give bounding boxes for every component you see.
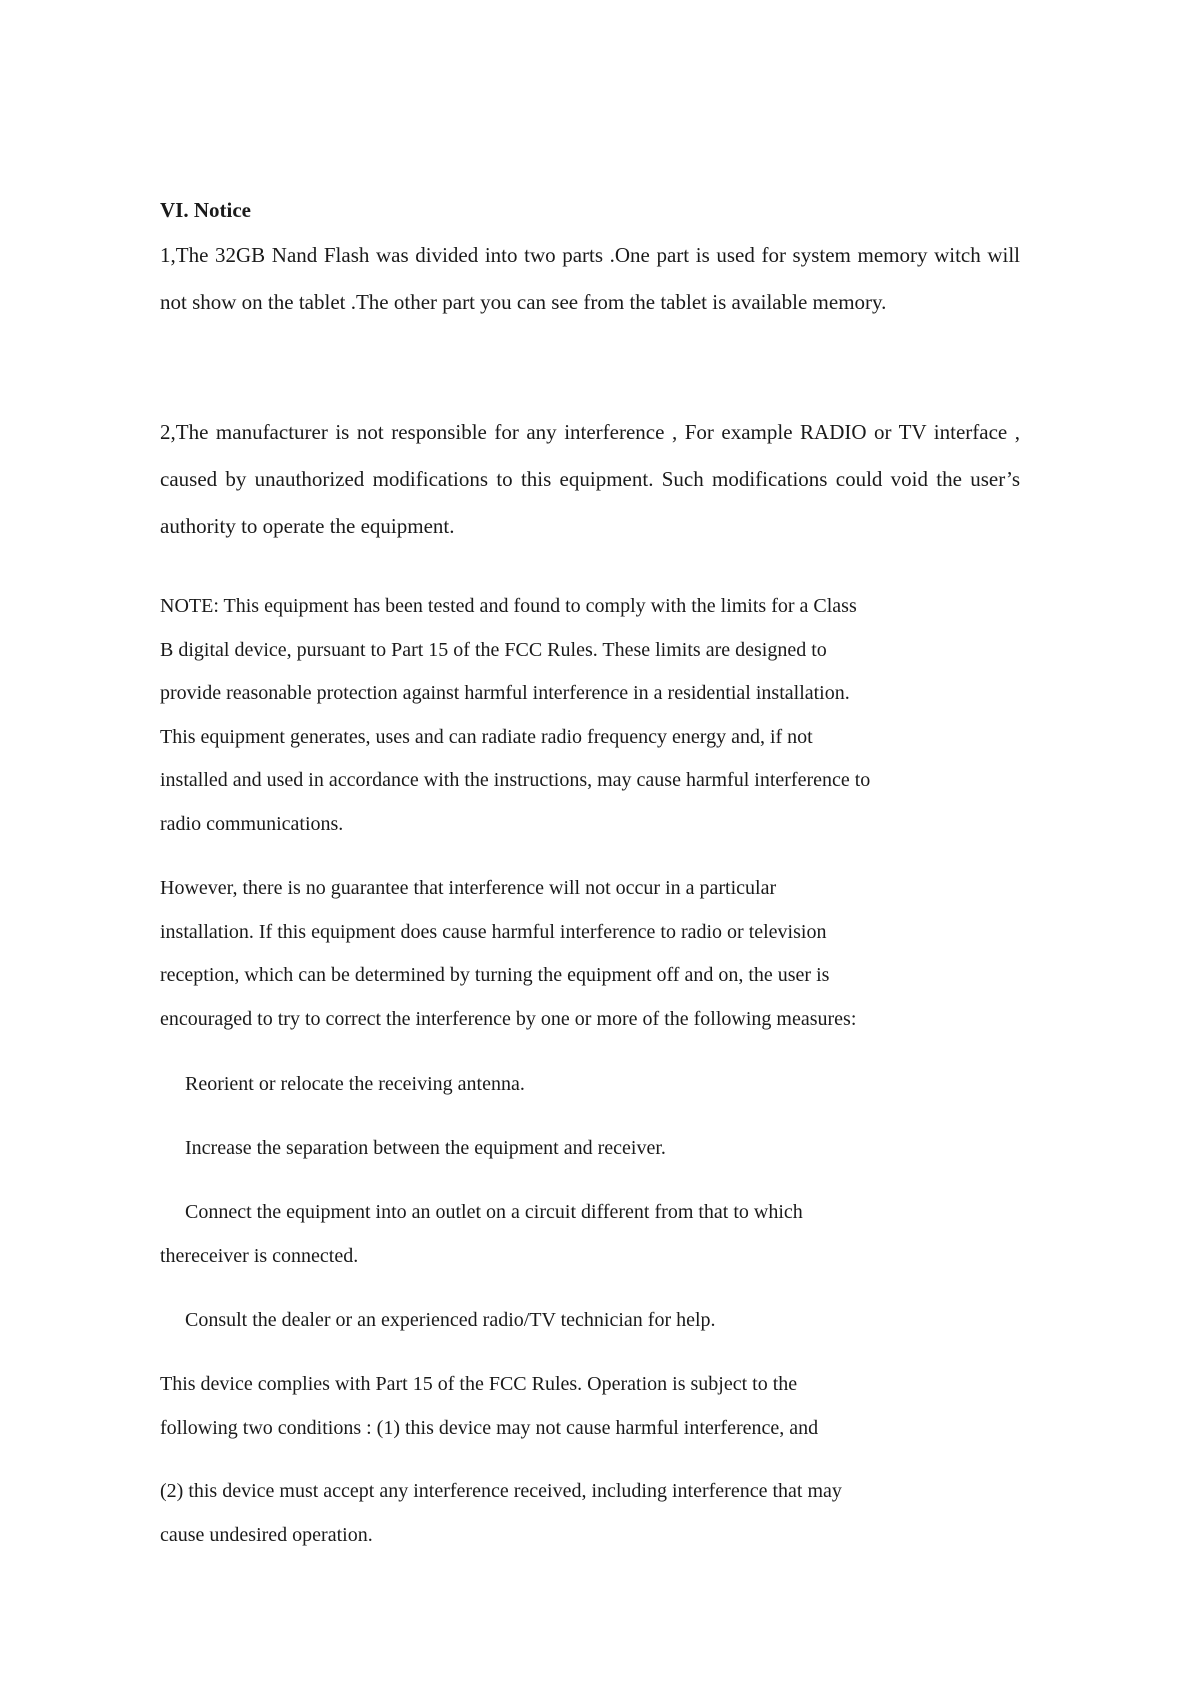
condition-2-paragraph (160, 1470, 1020, 1557)
text-line: NOTE: This equipment has been tested and found to comply with the limits for a Class (160, 595, 857, 617)
text-line: Connect the equipment into an outlet on a circuit different from that to which (185, 1201, 803, 1223)
interference-paragraph (160, 867, 1020, 1041)
compliance-paragraph (160, 1363, 1020, 1450)
text-line: provide reasonable protection against harmful interference in a residential installation. (160, 682, 850, 704)
text-line: Increase the separation between the equipment and receiver. (185, 1137, 666, 1159)
text-line: cause undesired operation. (160, 1523, 373, 1546)
text-line: thereceiver is connected. (160, 1244, 359, 1267)
text-line: This equipment generates, uses and can radiate radio frequency energy and, if not (160, 725, 813, 748)
measure-outlet (160, 1191, 1020, 1278)
section-heading: VI. Notice (160, 198, 251, 222)
notice-paragraph-2: 2,The manufacturer is not responsible for any interference , For example RADIO or TV interface , caused by unauthorized modifications to this equipment. Such modifications could void the user’s authority to operate the equipment. (160, 420, 1020, 538)
text-line: (2) this device must accept any interference received, including interference that may (160, 1480, 842, 1502)
text-line: Reorient or relocate the receiving antenna. (185, 1073, 525, 1095)
text-line: However, there is no guarantee that interference will not occur in a particular (160, 877, 777, 899)
text-line: B digital device, pursuant to Part 15 of the FCC Rules. These limits are designed to (160, 638, 827, 661)
text-line: reception, which can be determined by turning the equipment off and on, the user is (160, 964, 830, 986)
notice-paragraph-1: 1,The 32GB Nand Flash was divided into two parts .One part is used for system memory witch will not show on the tablet .The other part you can see from the tablet is available memory. (160, 243, 1020, 314)
text-line: This device complies with Part 15 of the FCC Rules. Operation is subject to the (160, 1373, 798, 1395)
text-line: radio communications. (160, 812, 344, 835)
measure-consult (160, 1299, 1020, 1343)
text-line: installation. If this equipment does cause harmful interference to radio or television (160, 920, 827, 943)
text-line: Consult the dealer or an experienced radio/TV technician for help. (185, 1309, 716, 1331)
text-line: installed and used in accordance with the instructions, may cause harmful interference to (160, 769, 871, 791)
measure-reorient (160, 1063, 1020, 1107)
fcc-note-paragraph (160, 585, 1020, 846)
text-line: following two conditions : (1) this device may not cause harmful interference, and (160, 1416, 819, 1439)
measure-separation (160, 1127, 1020, 1171)
text-line: encouraged to try to correct the interference by one or more of the following measures: (160, 1007, 857, 1030)
